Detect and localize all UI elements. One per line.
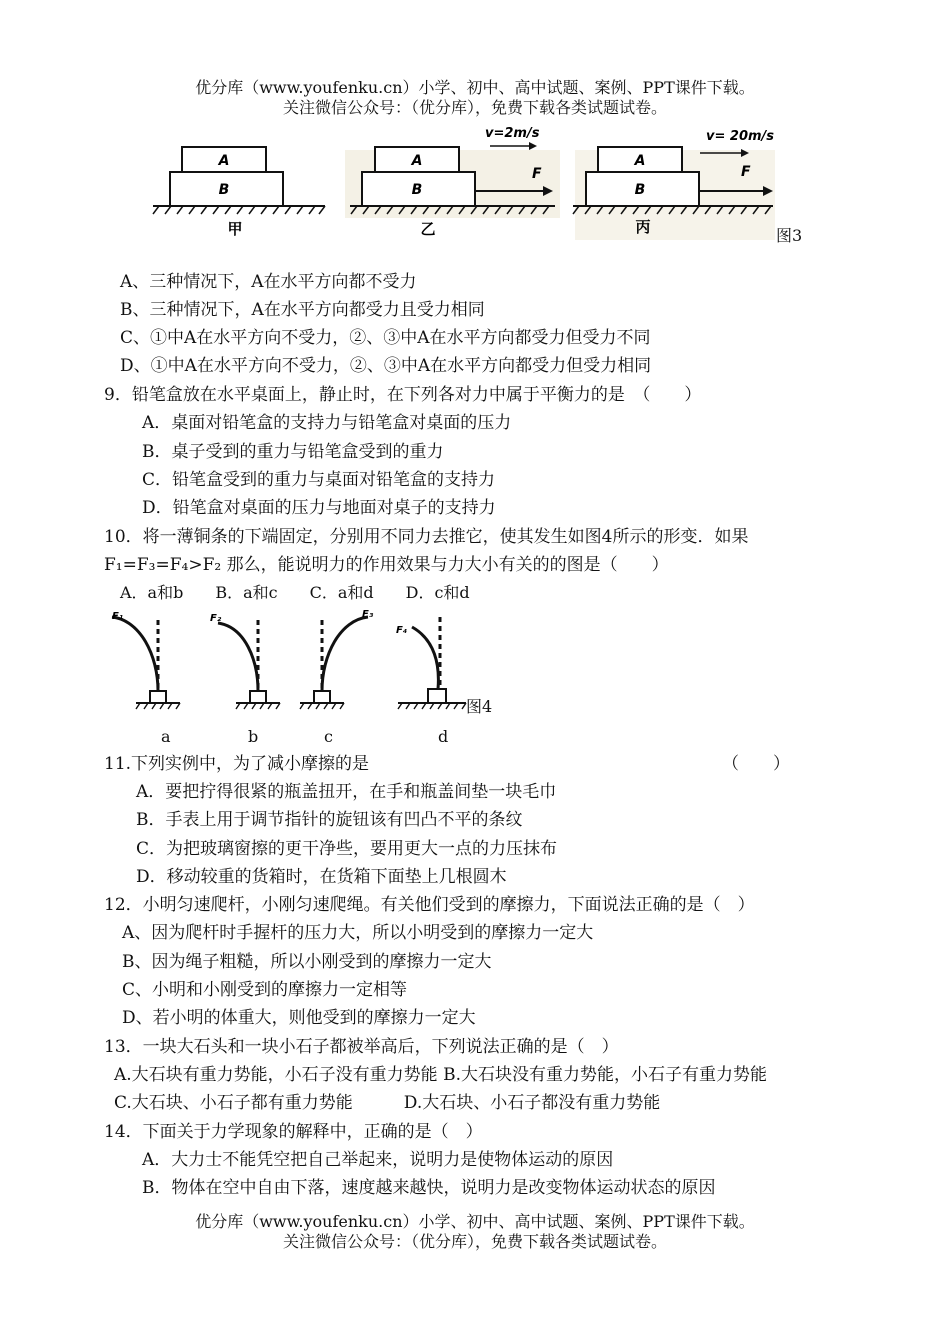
- figure-4-c: [300, 609, 374, 709]
- q13-options-row-1: A.大石块有重力势能，小石子没有重力势能 B.大石块没有重力势能，小石子有重力势能: [114, 1065, 767, 1085]
- q9-option-d: D．铅笔盒对桌面的压力与地面对桌子的支持力: [142, 498, 496, 518]
- q9-option-a: A．桌面对铅笔盒的支持力与铅笔盒对桌面的压力: [142, 413, 512, 433]
- footer-line-1: 优分库（www.youfenku.cn）小学、初中、高中试题、案例、PPT课件下载。: [195, 1212, 755, 1231]
- q14-option-a: A．大力士不能凭空把自己举起来，说明力是使物体运动的原因: [142, 1150, 614, 1170]
- figure-3-caption: 图3: [776, 226, 803, 245]
- q11-option-b: B．手表上用于调节指针的旋钮该有凹凸不平的条纹: [136, 810, 523, 830]
- panel-yi-force: F: [532, 166, 542, 182]
- figure-3: [145, 120, 785, 245]
- figure-4-label-d: d: [438, 727, 449, 746]
- q11-option-a: A．要把拧得很紧的瓶盖扭开，在手和瓶盖间垫一块毛巾: [136, 782, 557, 802]
- q12-option-b: B、因为绳子粗糙，所以小刚受到的摩擦力一定大: [122, 952, 492, 972]
- figure-3-panel-yi: [345, 126, 560, 238]
- q10-stem-line-1: 10．将一薄铜条的下端固定，分别用不同力去推它，使其发生如图4所示的形变．如果: [104, 527, 749, 547]
- velocity-arrow-icon: [529, 142, 537, 150]
- q13-stem: 13．一块大石头和一块小石子都被举高后，下列说法正确的是（ ）: [104, 1037, 619, 1057]
- figure-4-force-d: F₄: [396, 625, 408, 636]
- figure-3-panel-jia: [153, 147, 325, 238]
- panel-yi-block-b: B: [411, 182, 423, 198]
- q12-option-a: A、因为爬杆时手握杆的压力大，所以小明受到的摩擦力一定大: [122, 923, 594, 943]
- q9-stem: 9．铅笔盒放在水平桌面上，静止时，在下列各对力中属于平衡力的是 （ ）: [104, 385, 702, 405]
- panel-bing-block-a: A: [634, 153, 646, 169]
- q8-option-d: D、①中A在水平方向不受力，②、③中A在水平方向都受力但受力相同: [120, 356, 652, 376]
- figure-4-a: [112, 611, 180, 709]
- q11-answer-bracket: （ ）: [722, 754, 790, 774]
- q9-option-c: C．铅笔盒受到的重力与桌面对铅笔盒的支持力: [142, 470, 496, 490]
- q10-options: A．a和b B．a和c C．a和d D．c和d: [120, 583, 470, 602]
- q9-option-b: B．桌子受到的重力与铅笔盒受到的重力: [142, 442, 444, 462]
- q8-option-b: B、三种情况下，A在水平方向都受力且受力相同: [120, 300, 485, 320]
- panel-jia-block-b: B: [218, 182, 230, 198]
- q11-option-d: D．移动较重的货箱时，在货箱下面垫上几根圆木: [136, 867, 507, 887]
- q11-stem: 11.下列实例中，为了减小摩擦的是: [104, 754, 370, 774]
- q12-option-c: C、小明和小刚受到的摩擦力一定相等: [122, 980, 408, 1000]
- figure-4-d: [396, 617, 466, 709]
- figure-4-force-a: F₁: [112, 611, 124, 622]
- q12-option-d: D、若小明的体重大，则他受到的摩擦力一定大: [122, 1008, 476, 1028]
- panel-bing-label: 丙: [635, 218, 651, 236]
- panel-bing-force: F: [741, 164, 751, 180]
- panel-yi-block-a: A: [411, 153, 423, 169]
- figure-4-label-c: c: [324, 727, 333, 746]
- q10-stem-line-2: F₁=F₃=F₄>F₂ 那么，能说明力的作用效果与力大小有关的的图是（ ）: [104, 555, 669, 575]
- figure-4-force-b: F₂: [210, 613, 222, 624]
- q8-option-c: C、①中A在水平方向不受力，②、③中A在水平方向都受力但受力不同: [120, 328, 651, 348]
- q13-options-row-2: C.大石块、小石子都有重力势能 D.大石块、小石子都没有重力势能: [114, 1093, 661, 1113]
- q12-stem: 12．小明匀速爬杆，小刚匀速爬绳。有关他们受到的摩擦力，下面说法正确的是（ ）: [104, 895, 755, 915]
- panel-yi-velocity: v=2m/s: [485, 126, 540, 141]
- header-line-1: 优分库（www.youfenku.cn）小学、初中、高中试题、案例、PPT课件下载。: [195, 78, 755, 97]
- panel-bing-block-b: B: [634, 182, 646, 198]
- panel-bing-velocity: v= 20m/s: [706, 129, 775, 144]
- figure-4-force-c: F₃: [362, 609, 374, 620]
- q11-option-c: C．为把玻璃窗擦的更干净些，要用更大一点的力压抹布: [136, 839, 558, 859]
- panel-jia-block-a: A: [218, 153, 230, 169]
- header-line-2: 关注微信公众号：（优分库），免费下载各类试题试卷。: [282, 98, 667, 117]
- figure-4-b: [210, 613, 280, 709]
- panel-jia-label: 甲: [227, 220, 243, 238]
- figure-4: [100, 605, 470, 720]
- q14-option-b: B．物体在空中自由下落，速度越来越快，说明力是改变物体运动状态的原因: [142, 1178, 716, 1198]
- figure-4-caption: 图4: [466, 697, 493, 716]
- figure-3-panel-bing: [573, 129, 775, 240]
- figure-4-label-b: b: [248, 727, 259, 746]
- panel-yi-label: 乙: [420, 220, 436, 238]
- q14-stem: 14．下面关于力学现象的解释中，正确的是（ ）: [104, 1122, 483, 1142]
- footer-line-2: 关注微信公众号：（优分库），免费下载各类试题试卷。: [282, 1232, 667, 1251]
- q8-option-a: A、三种情况下，A在水平方向都不受力: [120, 272, 417, 292]
- figure-4-label-a: a: [161, 727, 171, 746]
